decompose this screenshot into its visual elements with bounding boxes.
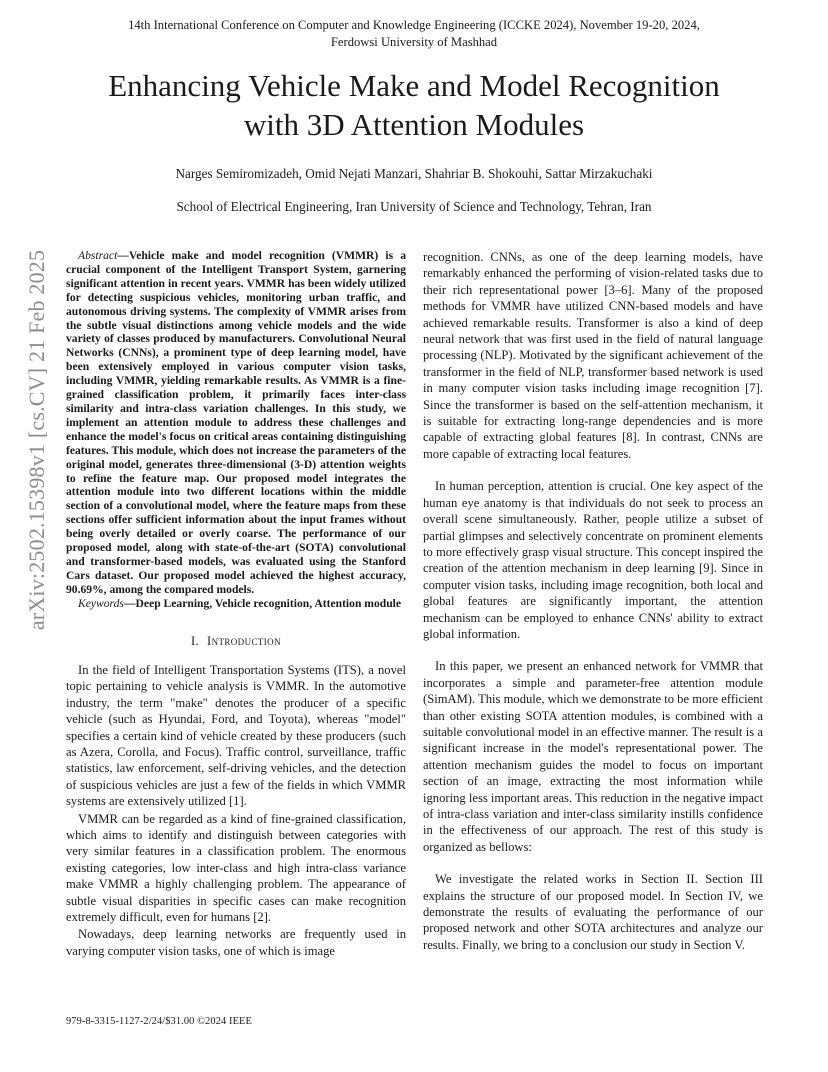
arxiv-stamp-text: arXiv:2502.15398v1 [cs.CV] 21 Feb 2025 <box>24 249 49 631</box>
section-heading-introduction <box>66 633 406 649</box>
affiliation: School of Electrical Engineering, Iran University of Science and Technology, Tehran, Iran <box>176 199 652 214</box>
abstract-text: —Vehicle make and model recognition (VMMR) is a crucial component of the Intelligent Transport System, garnering significant attention in recent years. VMMR has been widely utilized for detecting suspicious vehicles, monitoring urban traffic, and autonomous driving systems. The complexity of VMMR arises from the subtle visual distinctions among vehicle models and the wide variety of classes produced by manufacturers. Convolutional Neural Networks (CNNs), a prominent type of deep learning model, have been extensively employed in various computer vision tasks, including VMMR, yielding remarkable results. As VMMR is a fine-grained classification problem, it primarily faces inter-class similarity and intra-class variation challenges. In this study, we implement an attention module to address these challenges and enhance the model's focus on critical areas containing distinguishing features. This module, which does not increase the parameters of the original model, generates three-dimensional (3-D) attention weights to refine the feature map. Our proposed model integrates the attention module into two different locations within the middle section of a convolutional model, where the feature maps from these sections offer sufficient information about the input frames without being overly detailed or overly coarse. The performance of our proposed model, along with state-of-the-art (SOTA) convolutional and transformer-based models, was evaluated using the Stanford Cars dataset. Our proposed model achieved the highest accuracy, 90.69%, among the compared models. <box>66 249 406 596</box>
abstract-label: Abstract <box>78 249 118 262</box>
abstract <box>66 249 406 597</box>
intro-paragraph-6: We investigate the related works in Section II. Section III explains the structure of our proposed model. In Section IV, we demonstrate the results of evaluating the performance of our proposed network and other SOTA architectures and analyze our results. Finally, we bring to a conclusion our study in Section V. <box>423 872 763 952</box>
intro-paragraph-3-continued: recognition. CNNs, as one of the deep learning models, have remarkably enhanced the performing of vision-related tasks due to their rich representational power [3–6]. Many of the proposed methods for VMMR have utilized CNN-based models and have achieved remarkable results. Transformer is also a kind of deep neural network that was first used in the field of natural language processing (NLP). Motivated by the significant achievement of the transformer in the field of NLP, transformer based network is used in many computer vision tasks including image recognition [7]. Since the transformer is based on the self-attention mechanism, it is suitable for extracting long-range dependencies and is more capable of extracting global features [8]. In contrast, CNNs are more capable of extracting local features. <box>423 250 763 461</box>
intro-paragraph-3: Nowadays, deep learning networks are frequently used in varying computer vision tasks, one of which is image <box>66 927 406 958</box>
keywords-label: Keywords <box>78 596 124 610</box>
keywords-text: —Deep Learning, Vehicle recognition, Attention module <box>123 596 402 610</box>
keywords <box>66 597 406 611</box>
intro-paragraph-4: In human perception, attention is crucial. One key aspect of the human eye anatomy is that individuals do not seek to process an overall scene simultaneously. Rather, people utilize a subset of partial glimpses and selectively concentrate on prominent elements to more effectively grasp visual structure. This concept inspired the creation of the attention mechanism in deep learning [9]. Since in computer vision tasks, including image recognition, both local and global features are significantly important, the attention mechanism can be employed to enhance CNNs' ability to extract global information. <box>423 479 763 641</box>
left-column <box>66 249 406 959</box>
intro-paragraph-1: In the field of Intelligent Transportation Systems (ITS), a novel topic pertaining to vehicle analysis is VMMR. In the automotive industry, the term "make" denotes the producer of a specific vehicle (such as Hyundai, Ford, and Toyota), whereas "model" specifies a certain kind of vehicle created by these producers (such as Azera, Corolla, and Focus). Traffic control, surveillance, traffic statistics, law enforcement, self-driving vehicles, and the detection of suspicious vehicles are just a few of the fields in which VMMR systems are extensively utilized [1]. <box>66 662 406 809</box>
title-line-1: Enhancing Vehicle Make and Model Recognition <box>108 68 720 103</box>
conference-line-1: 14th International Conference on Computer and Knowledge Engineering (ICCKE 2024), November 19-20, 2024, <box>128 18 700 32</box>
conference-line-2: Ferdowsi University of Mashhad <box>330 35 498 49</box>
right-column <box>423 249 763 953</box>
section-title: Introduction <box>207 633 281 648</box>
section-number: I. <box>191 633 200 648</box>
title-line-2: with 3D Attention Modules <box>243 107 585 142</box>
conference-header <box>0 17 828 51</box>
intro-paragraph-5: In this paper, we present an enhanced network for VMMR that incorporates a simple and parameter-free attention module (SimAM). This module, which we demonstrate to be more efficient than other existing SOTA attention modules, is combined with a suitable convolutional model in an effective manner. The result is a significant increase in the model's representational power. The attention mechanism guides the model to focus on important section of an image, extracting the most information while ignoring less important areas. This reduction in the negative impact of intra-class variation and inter-class similarity instills confidence in the effectiveness of our approach. The rest of this study is organized as bellows: <box>423 659 763 854</box>
intro-paragraph-2: VMMR can be regarded as a kind of fine-grained classification, which aims to identify and distinguish between categories with very similar features in a classification problem. The enormous existing categories, low inter-class and high intra-class variance make VMMR a highly challenging problem. The appearance of subtle visual disparities in specific cases can make recognition extremely difficult, even for humans [2]. <box>66 811 406 925</box>
paper-title <box>0 66 828 144</box>
copyright-footer: 979-8-3315-1127-2/24/$31.00 ©2024 IEEE <box>66 1016 252 1027</box>
author-list: Narges Semiromizadeh, Omid Nejati Manzari, Shahriar B. Shokouhi, Sattar Mirzakuchaki <box>175 166 653 181</box>
